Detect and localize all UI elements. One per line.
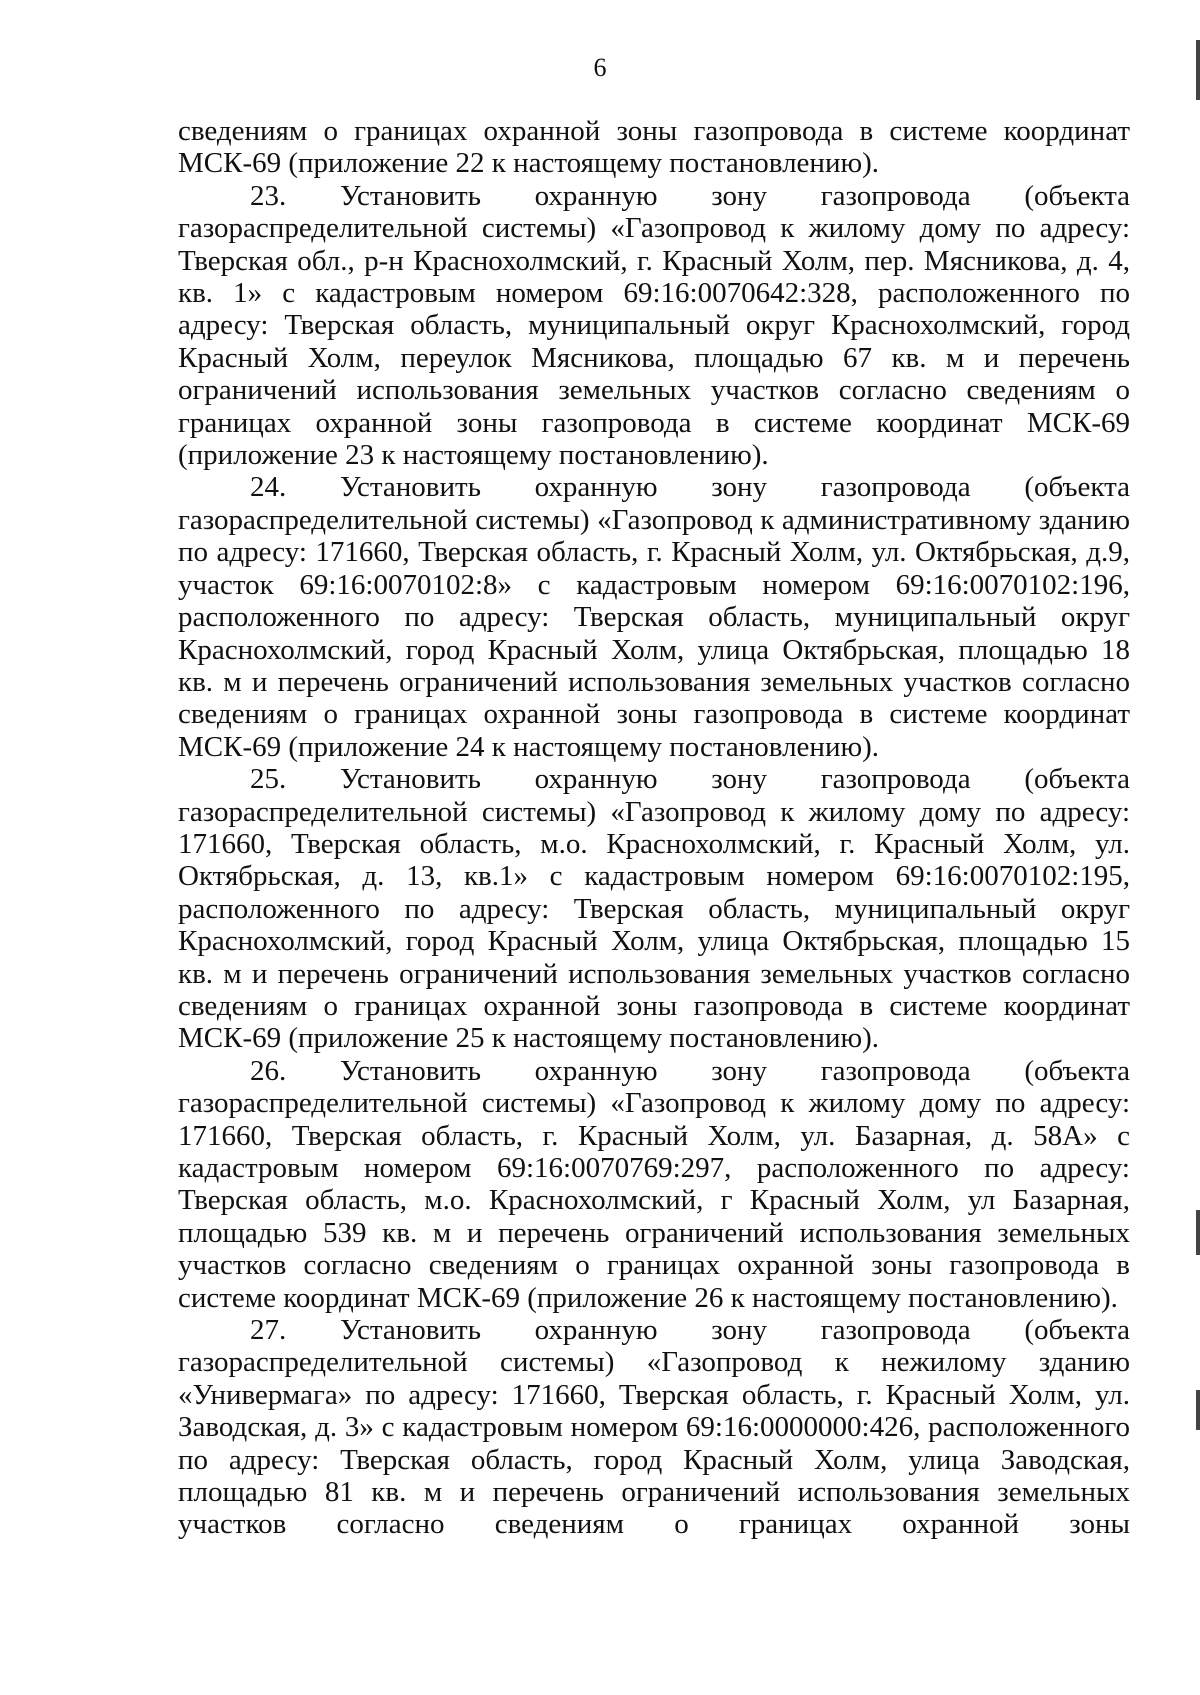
paragraph-26: 26. Установить охранную зону газопровода (объекта газораспределительной системы) «Газопровод к жилому дому по адресу: 171660, Тверская область, г. Красный Холм, ул. Базарная, д. 58А» с кадастровым номером 69:16:0070769:297, расположенного по адресу: Тверская область, м.о. Краснохолмский, г Красный Холм, ул Базарная, площадью 539 кв. м и перечень ограничений использования земельных участков согласно сведениям о границах охранной зоны газопровода в системе координат МСК-69 (приложение 26 к настоящему постановлению). bbox=[178, 1054, 1130, 1314]
scan-edge-mark bbox=[1196, 1390, 1200, 1430]
paragraph-25: 25. Установить охранную зону газопровода (объекта газораспределительной системы) «Газопровод к жилому дому по адресу: 171660, Тверская область, м.о. Краснохолмский, г. Красный Холм, ул. Октябрьская, д. 13, кв.1» с кадастровым номером 69:16:0070102:195, расположенного по адресу: Тверская область, муниципальный округ Краснохолмский, город Красный Холм, улица Октябрьская, площадью 15 кв. м и перечень ограничений использования земельных участков согласно сведениям о границах охранной зоны газопровода в системе координат МСК-69 (приложение 25 к настоящему постановлению). bbox=[178, 763, 1130, 1055]
paragraph-23: 23. Установить охранную зону газопровода (объекта газораспределительной системы) «Газопровод к жилому дому по адресу: Тверская обл., р-н Краснохолмский, г. Красный Холм, пер. Мясникова, д. 4, кв. 1» с кадастровым номером 69:16:0070642:328, расположенного по адресу: Тверская область, муниципальный округ Краснохолмский, город Красный Холм, переулок Мясникова, площадью 67 кв. м и перечень ограничений использования земельных участков согласно сведениям о границах охранной зоны газопровода в системе координат МСК-69 (приложение 23 к настоящему постановлению). bbox=[178, 179, 1130, 472]
paragraph-22-continuation: сведениям о границах охранной зоны газопровода в системе координат МСК-69 (приложение 22 к настоящему постановлению). bbox=[178, 115, 1130, 180]
page-number: 6 bbox=[593, 53, 607, 82]
document-body bbox=[178, 115, 1130, 1541]
paragraph-27: 27. Установить охранную зону газопровода (объекта газораспределительной системы) «Газопровод к нежилому зданию «Универмага» по адресу: 171660, Тверская область, г. Красный Холм, ул. Заводская, д. 3» с кадастровым номером 69:16:0000000:426, расположенного по адресу: Тверская область, город Красный Холм, улица Заводская, площадью 81 кв. м и перечень ограничений использования земельных участков согласно сведениям о границах охранной зоны bbox=[178, 1314, 1130, 1541]
paragraph-24: 24. Установить охранную зону газопровода (объекта газораспределительной системы) «Газопровод к административному зданию по адресу: 171660, Тверская область, г. Красный Холм, ул. Октябрьская, д.9, участок 69:16:0070102:8» с кадастровым номером 69:16:0070102:196, расположенного по адресу: Тверская область, муниципальный округ Краснохолмский, город Красный Холм, улица Октябрьская, площадью 18 кв. м и перечень ограничений использования земельных участков согласно сведениям о границах охранной зоны газопровода в системе координат МСК-69 (приложение 24 к настоящему постановлению). bbox=[178, 471, 1130, 763]
scan-edge-mark bbox=[1196, 40, 1200, 100]
scan-edge-mark bbox=[1196, 1210, 1200, 1255]
